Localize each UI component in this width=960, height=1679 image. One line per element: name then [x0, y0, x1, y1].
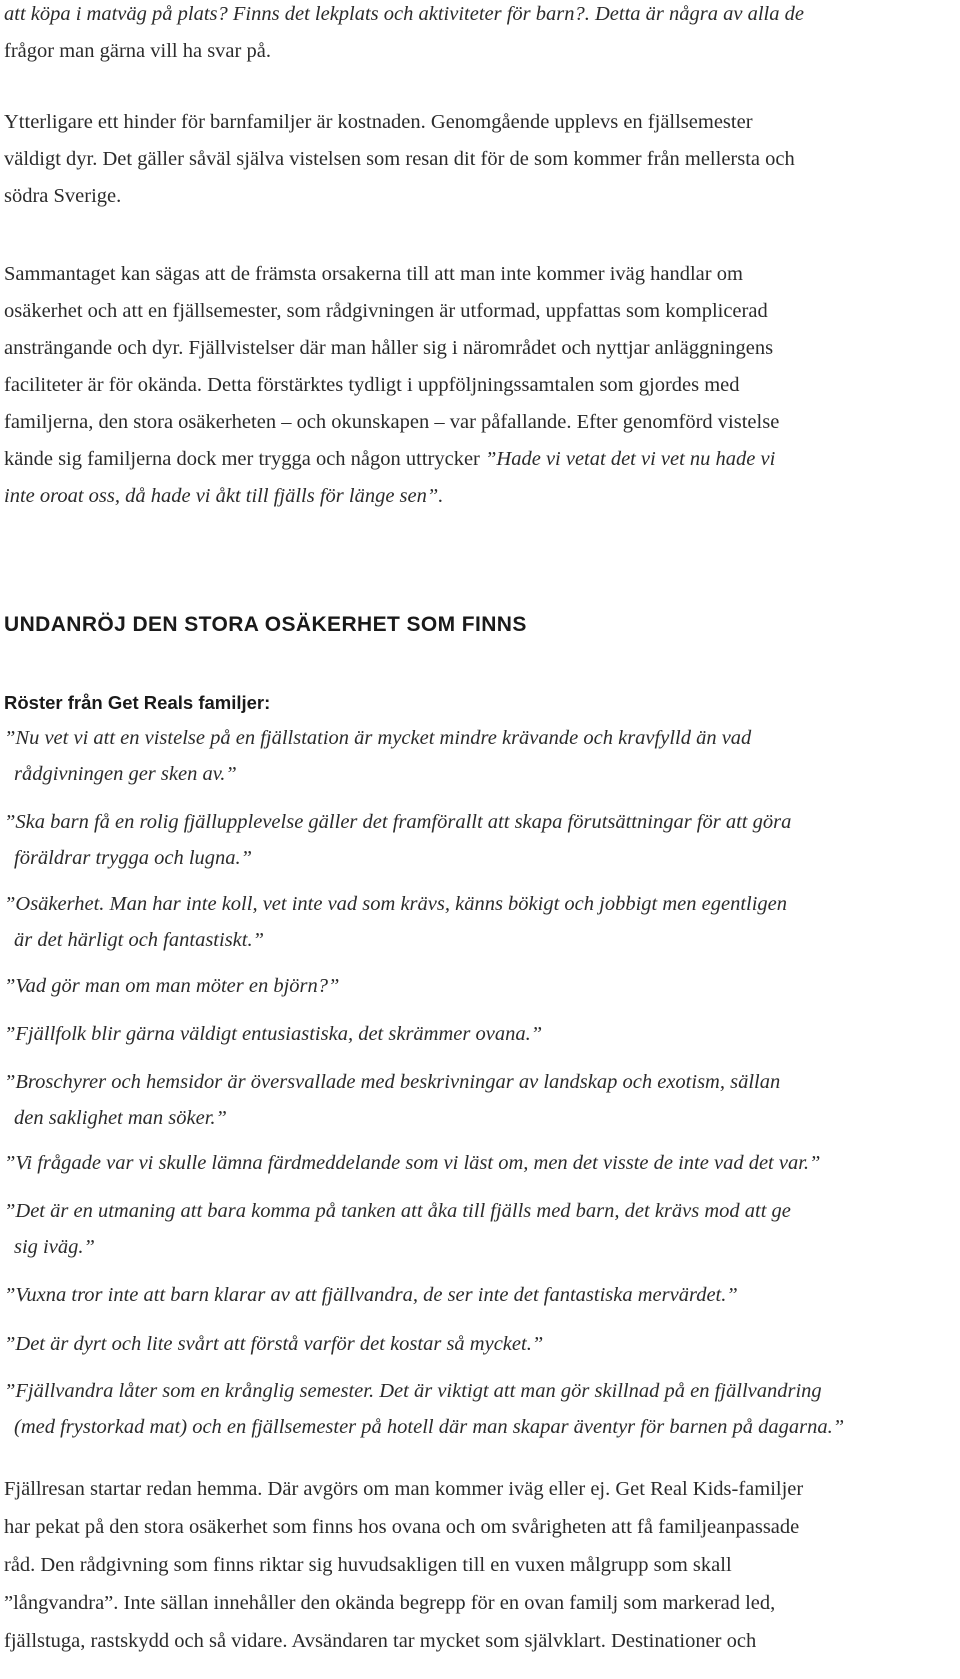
quote-line: ”Nu vet vi att en vistelse på en fjällstation är mycket mindre krävande och kravfylld än vad	[4, 727, 752, 749]
family-quote	[4, 1277, 738, 1313]
family-quote	[4, 1326, 543, 1362]
summary-line	[4, 441, 779, 478]
cost-paragraph	[4, 104, 795, 215]
final-line: Fjällresan startar redan hemma. Där avgörs om man kommer iväg eller ej. Get Real Kids-familjer	[4, 1478, 804, 1500]
intro-paragraph	[4, 0, 804, 70]
summary-quote: ”Hade vi vetat det vi vet nu hade vi	[485, 448, 776, 470]
quote-line: den saklighet man söker.”	[14, 1107, 227, 1129]
summary-paragraph	[4, 256, 779, 515]
quote-line: föräldrar trygga och lugna.”	[14, 847, 253, 869]
summary-line: ansträngande och dyr. Fjällvistelser där man håller sig i närområdet och nyttjar anläggningens	[4, 337, 774, 359]
final-line: ”långvandra”. Inte sällan innehåller den okända begrepp för en ovan familj som markerad led,	[4, 1592, 776, 1614]
quote-line: ”Det är en utmaning att bara komma på tanken att åka till fjälls med barn, det krävs mod att ge	[4, 1200, 791, 1222]
final-paragraph	[4, 1470, 803, 1660]
cost-line: Ytterligare ett hinder för barnfamiljer är kostnaden. Genomgående upplevs en fjällsemester	[4, 111, 753, 133]
cost-line: södra Sverige.	[4, 185, 122, 207]
final-line: har pekat på den stora osäkerhet som finns hos ovana och om svårigheten att få familjeanpassade	[4, 1516, 800, 1538]
summary-quote-line: inte oroat oss, då hade vi åkt till fjälls för länge sen”.	[4, 485, 444, 507]
cost-line: väldigt dyr. Det gäller såväl själva vistelsen som resan dit för de som kommer från mellersta och	[4, 148, 795, 170]
summary-line: familjerna, den stora osäkerheten – och okunskapen – var påfallande. Efter genomförd vistelse	[4, 411, 780, 433]
summary-line: faciliteter är för okända. Detta förstärktes tydligt i uppföljningssamtalen som gjordes med	[4, 374, 740, 396]
final-line: råd. Den rådgivning som finns riktar sig huvudsakligen till en vuxen målgrupp som skall	[4, 1554, 732, 1576]
quote-line: ”Fjällfolk blir gärna väldigt entusiastiska, det skrämmer ovana.”	[4, 1023, 543, 1045]
quote-line: ”Det är dyrt och lite svårt att förstå varför det kostar så mycket.”	[4, 1333, 544, 1355]
intro-line: att köpa i matväg på plats? Finns det lekplats och aktiviteter för barn?. Detta är några av alla de	[4, 3, 804, 25]
quote-line: ”Fjällvandra låter som en krånglig semester. Det är viktigt att man gör skillnad på en fjällvandring	[4, 1380, 822, 1402]
summary-line: Sammantaget kan sägas att de främsta orsakerna till att man inte kommer iväg handlar om	[4, 263, 743, 285]
quote-line: ”Osäkerhet. Man har inte koll, vet inte vad som krävs, känns bökigt och jobbigt men egentligen	[4, 893, 788, 915]
quote-line: ”Ska barn få en rolig fjällupplevelse gäller det framförallt att skapa förutsättningar för att göra	[4, 811, 792, 833]
quote-line: ”Vad gör man om man möter en björn?”	[4, 975, 340, 997]
family-quote	[4, 1373, 844, 1445]
quote-line: ”Broschyrer och hemsidor är översvallade med beskrivningar av landskap och exotism, sällan	[4, 1071, 781, 1093]
family-quote	[4, 968, 339, 1004]
section-heading: UNDANRÖJ DEN STORA OSÄKERHET SOM FINNS	[4, 613, 527, 636]
summary-line: osäkerhet och att en fjällsemester, som rådgivningen är utformad, uppfattas som komplicerad	[4, 300, 768, 322]
family-quote	[4, 1064, 780, 1136]
quote-line: ”Vuxna tror inte att barn klarar av att fjällvandra, de ser inte det fantastiska mervärdet.”	[4, 1284, 738, 1306]
summary-text: kände sig familjerna dock mer trygga och någon uttrycker	[4, 448, 486, 470]
final-line: fjällstuga, rastskydd och så vidare. Avsändaren tar mycket som självklart. Destinationer och	[4, 1630, 757, 1652]
quote-line: rådgivningen ger sken av.”	[14, 763, 237, 785]
family-quote	[4, 804, 791, 876]
family-quote	[4, 1193, 791, 1265]
family-quote	[4, 1145, 820, 1181]
quote-line: sig iväg.”	[14, 1236, 95, 1258]
quote-line: ”Vi frågade var vi skulle lämna färdmeddelande som vi läst om, men det visste de inte vad det var.”	[4, 1152, 821, 1174]
quote-line: är det härligt och fantastiskt.”	[14, 929, 264, 951]
voices-label: Röster från Get Reals familjer:	[4, 692, 271, 713]
intro-line: frågor man gärna vill ha svar på.	[4, 40, 271, 62]
family-quote	[4, 720, 751, 792]
family-quote	[4, 886, 787, 958]
quote-line: (med frystorkad mat) och en fjällsemester på hotell där man skapar äventyr för barnen på dagarna.”	[14, 1416, 845, 1438]
family-quote	[4, 1016, 542, 1052]
